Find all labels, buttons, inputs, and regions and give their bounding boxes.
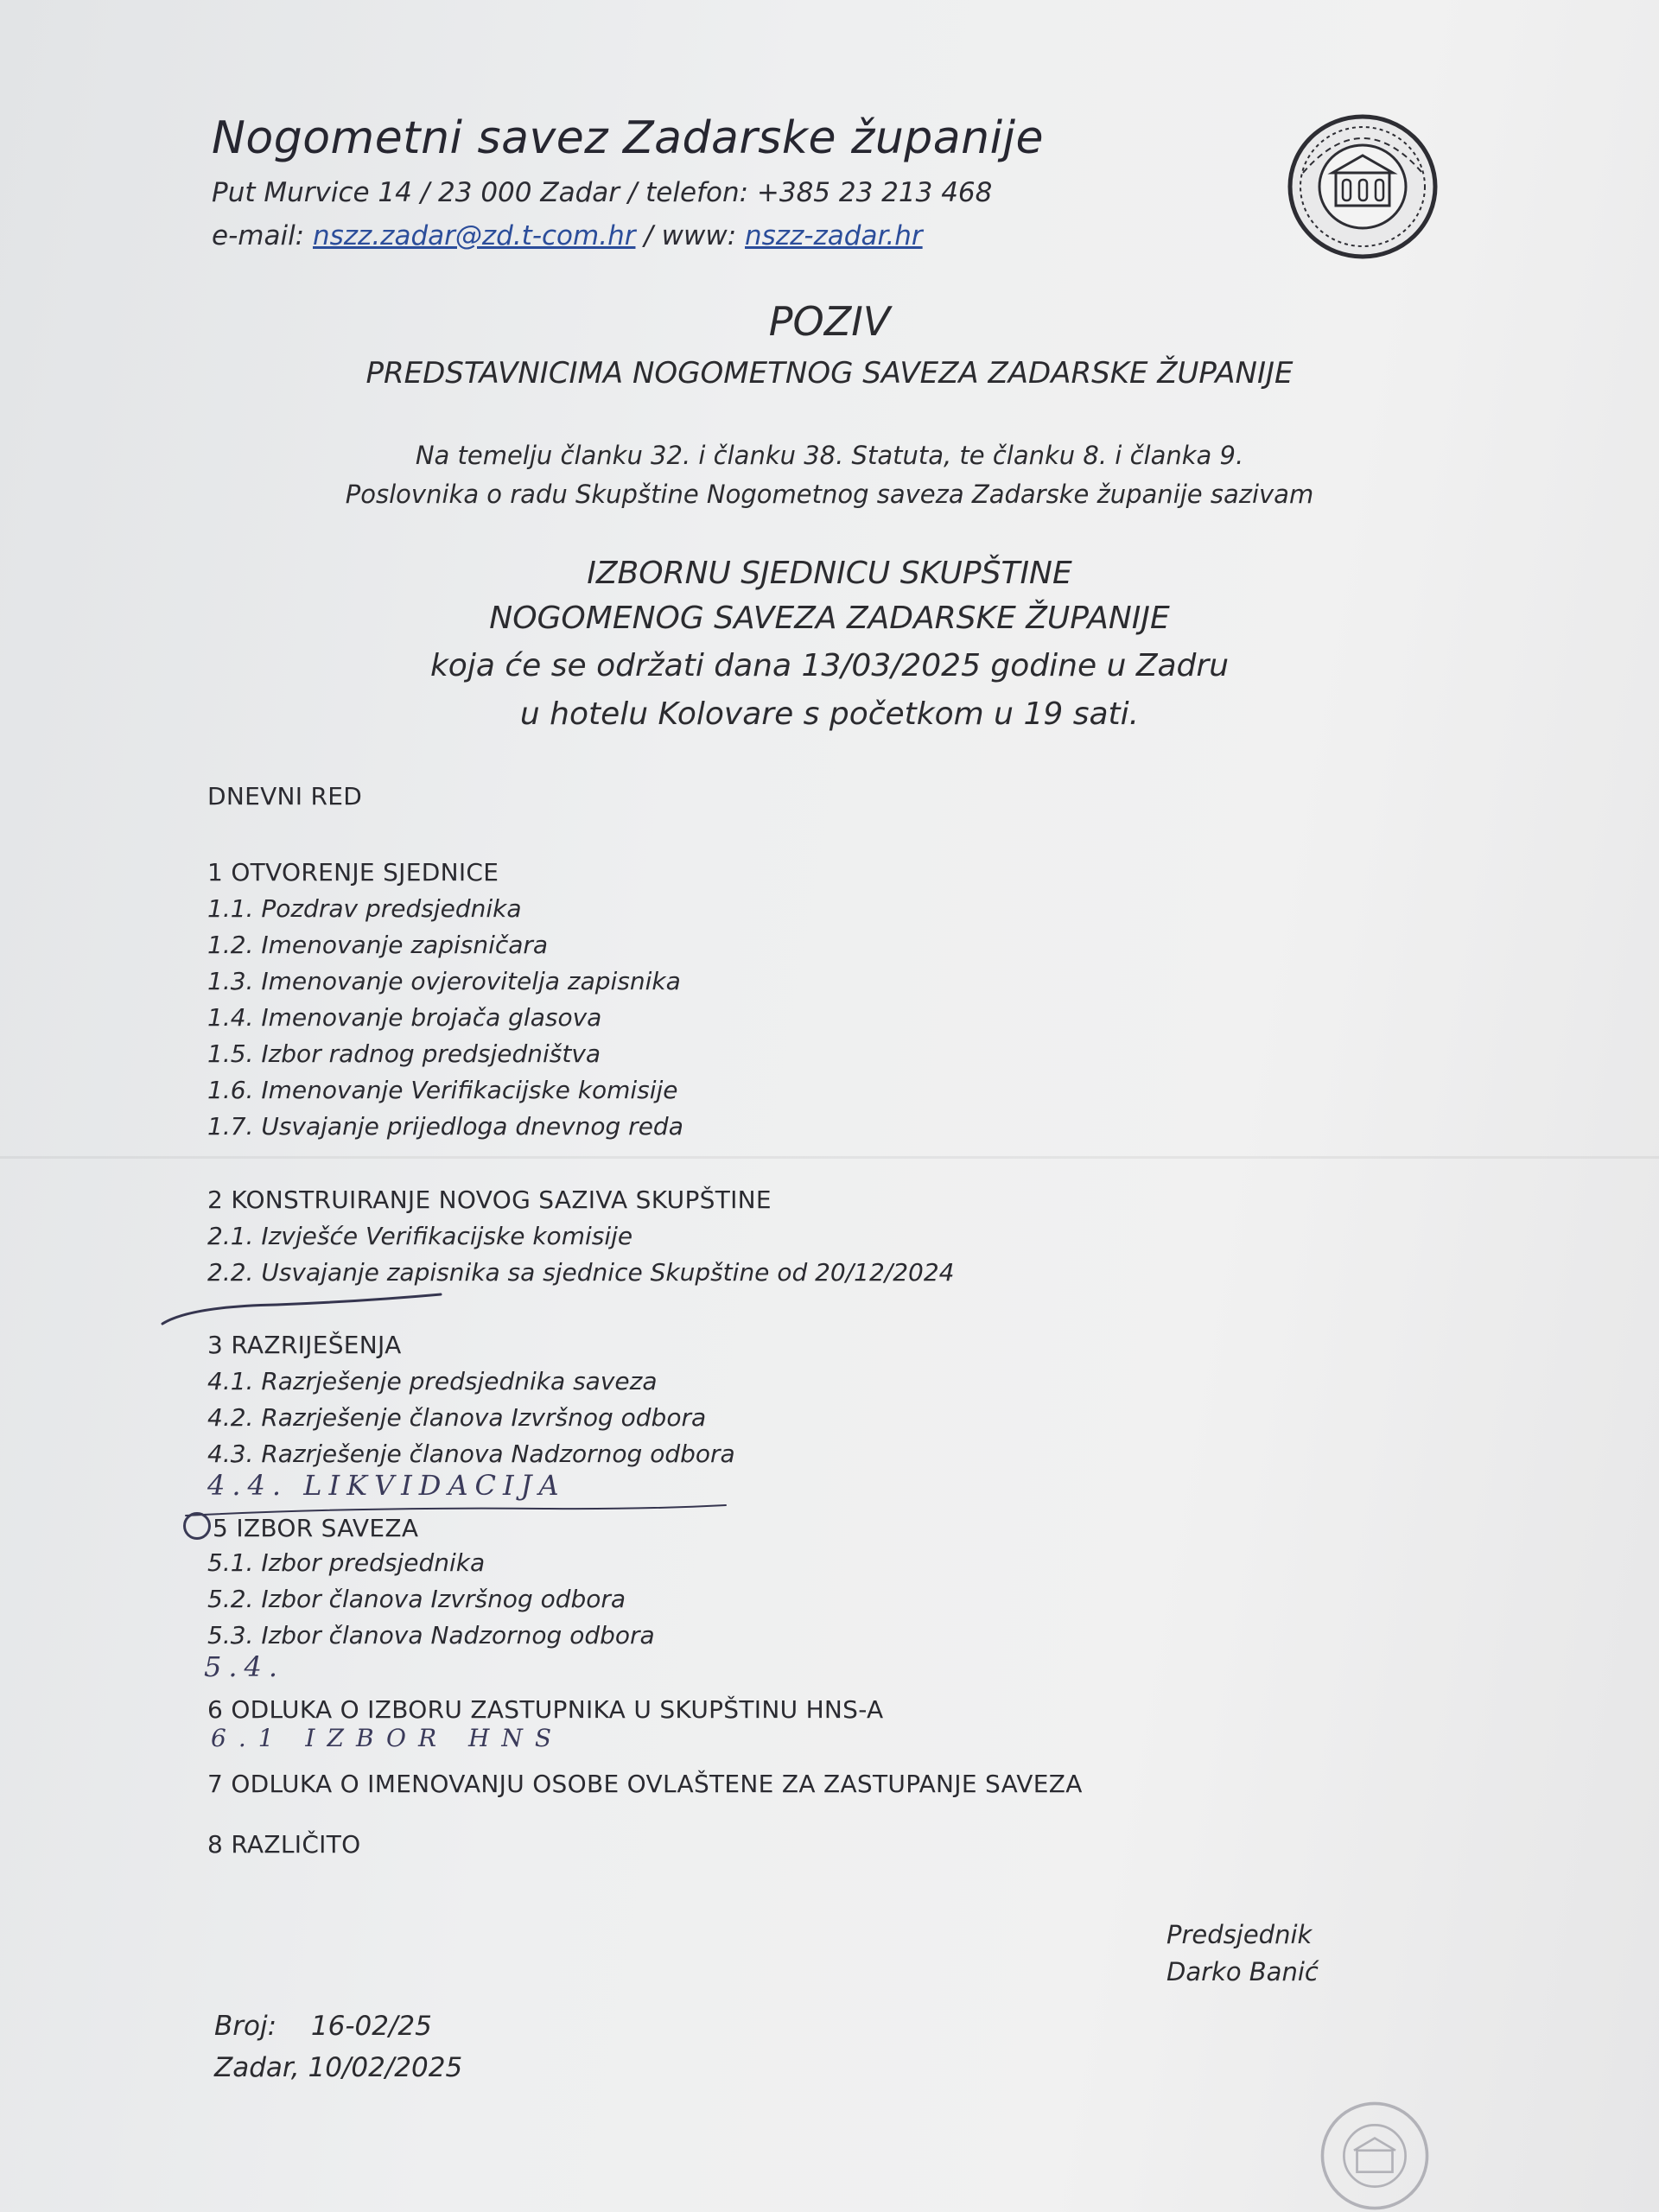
seal-logo (1286, 112, 1440, 261)
agenda-section-3: 3 RAZRIJEŠENJA (207, 1331, 402, 1359)
web-label: / www: (644, 220, 737, 251)
handwritten-note-5-4: 5.4. (204, 1650, 285, 1683)
agenda-item: 2.1. Izvješće Verifikacijske komisije (207, 1222, 633, 1250)
agenda-section-2: 2 KONSTRUIRANJE NOVOG SAZIVA SKUPŠTINE (207, 1185, 772, 1214)
handwritten-note-hns: 6.1 IZBOR HNS (211, 1724, 564, 1752)
session-line3: koja će se održati dana 13/03/2025 godine u Zadru (429, 648, 1230, 683)
agenda-item: 5.2. Izbor članova Izvršnog odbora (207, 1585, 626, 1613)
agenda-section-6: 6 ODLUKA O IZBORU ZASTUPNIKA U SKUPŠTINU HNS-A (207, 1695, 884, 1724)
legal-basis-line1: Na temelju članku 32. i članku 38. Statuta, te članku 8. i članka 9. (415, 441, 1244, 470)
agenda-section-5: 5 IZBOR SAVEZA (207, 1512, 418, 1542)
agenda-item: 4.2. Razrješenje članova Izvršnog odbora (207, 1403, 707, 1432)
agenda-item: 5.1. Izbor predsjednika (207, 1548, 486, 1577)
agenda-item: 1.4. Imenovanje brojača glasova (207, 1003, 602, 1032)
session-line1: IZBORNU SJEDNICU SKUPŠTINE (587, 556, 1072, 591)
email-label: e-mail: (212, 220, 305, 251)
document-title: POZIV (768, 298, 891, 345)
web-link[interactable]: nszz-zadar.hr (745, 220, 923, 251)
agenda-item: 4.1. Razrješenje predsjednika saveza (207, 1367, 658, 1395)
agenda-section-1: 1 OTVORENJE SJEDNICE (207, 858, 499, 887)
email-link[interactable]: nszz.zadar@zd.t-com.hr (312, 220, 636, 251)
circled-number-icon (183, 1512, 211, 1540)
signature-name: Darko Banić (1166, 1957, 1319, 1986)
org-name: Nogometni savez Zadarske županije (212, 112, 1044, 164)
stamp-seal (1312, 2100, 1438, 2212)
reference-number: Broj: 16-02/25 (214, 2011, 432, 2042)
org-contact (212, 220, 923, 251)
signature-role: Predsjednik (1166, 1920, 1313, 1949)
agenda-title: DNEVNI RED (207, 782, 363, 810)
agenda-item: 1.1. Pozdrav predsjednika (207, 894, 522, 923)
handwritten-note-liquidation: 4.4. LIKVIDACIJA (207, 1469, 566, 1502)
agenda-section-8: 8 RAZLIČITO (207, 1830, 361, 1859)
agenda-item: 2.2. Usvajanje zapisnika sa sjednice Skupštine od 20/12/2024 (207, 1258, 955, 1287)
legal-basis-line2: Poslovnika o radu Skupštine Nogometnog saveza Zadarske županije sazivam (345, 480, 1314, 509)
pen-stroke (156, 1287, 467, 1331)
document-subtitle: PREDSTAVNICIMA NOGOMETNOG SAVEZA ZADARSKE ŽUPANIJE (365, 356, 1294, 391)
agenda-item: 1.7. Usvajanje prijedloga dnevnog reda (207, 1112, 683, 1141)
agenda-item: 5.3. Izbor članova Nadzornog odbora (207, 1621, 655, 1649)
place-date: Zadar, 10/02/2025 (214, 2052, 463, 2083)
agenda-section-7: 7 ODLUKA O IMENOVANJU OSOBE OVLAŠTENE ZA ZASTUPANJE SAVEZA (207, 1770, 1083, 1798)
paper-fold (0, 1156, 1659, 1159)
agenda-item: 1.2. Imenovanje zapisničara (207, 931, 549, 959)
agenda-item: 1.6. Imenovanje Verifikacijske komisije (207, 1076, 678, 1104)
session-line4: u hotelu Kolovare s početkom u 19 sati. (519, 696, 1140, 732)
org-address: Put Murvice 14 / 23 000 Zadar / telefon: +385 23 213 468 (212, 177, 993, 208)
agenda-item: 4.3. Razrješenje članova Nadzornog odbora (207, 1440, 735, 1468)
session-line2: NOGOMENOG SAVEZA ZADARSKE ŽUPANIJE (489, 601, 1170, 636)
agenda-item: 1.3. Imenovanje ovjerovitelja zapisnika (207, 967, 681, 995)
agenda-item: 1.5. Izbor radnog predsjedništva (207, 1039, 601, 1068)
